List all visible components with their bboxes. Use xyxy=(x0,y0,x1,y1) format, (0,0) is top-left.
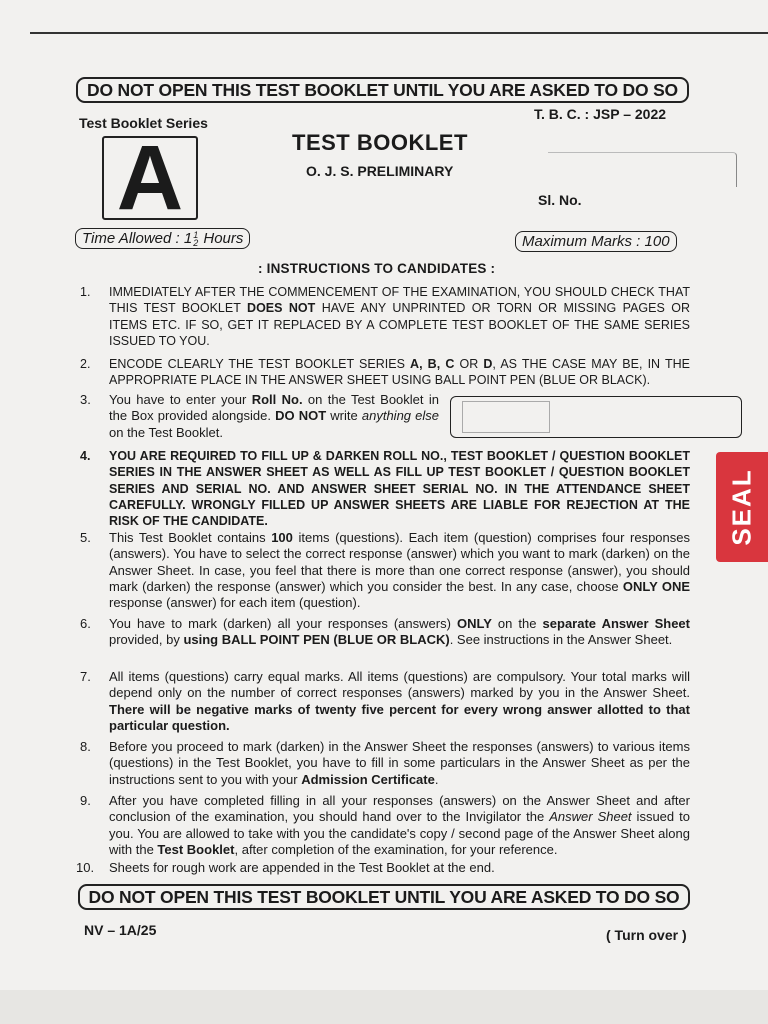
item-number: 10. xyxy=(76,860,95,875)
series-letter-box: A xyxy=(102,136,198,220)
turn-over-note: ( Turn over ) xyxy=(606,927,687,943)
series-label: Test Booklet Series xyxy=(79,115,208,131)
exam-subtitle: O. J. S. PRELIMINARY xyxy=(306,163,454,179)
item-number: 9. xyxy=(80,793,91,808)
item-text: You have to enter your Roll No. on the Test Booklet in the Box provided alongside. DO NOT write anything else on the Test Booklet. xyxy=(109,392,439,440)
time-allowed-prefix: Time Allowed : 1 xyxy=(82,230,193,247)
roll-number-entry[interactable] xyxy=(462,401,550,433)
tbc-code: T. B. C. : JSP – 2022 xyxy=(534,106,667,122)
item-text: Before you proceed to mark (darken) in the Answer Sheet the responses (answers) to various items (questions) in the Test Booklet, you have to fill in some particulars in the Answer Sheet as per the instructions sent to you with your Admission Certificate. xyxy=(109,739,690,787)
top-rule xyxy=(30,32,768,34)
serial-number-box[interactable] xyxy=(548,152,737,187)
booklet-title: TEST BOOKLET xyxy=(292,130,468,155)
item-text: ENCODE CLEARLY THE TEST BOOKLET SERIES A, B, C OR D, AS THE CASE MAY BE, IN THE APPROPRIATE PLACE IN THE ANSWER SHEET USING BALL POINT PEN (BLUE OR BLACK). xyxy=(109,357,690,388)
item-text: Sheets for rough work are appended in the Test Booklet at the end. xyxy=(109,860,495,875)
seal-tab xyxy=(716,452,768,562)
page-bottom-edge xyxy=(0,990,768,1024)
item-text: This Test Booklet contains 100 items (questions). Each item (question) comprises four responses (answers). You have to select the correct response (answer) which you want to mark (darken) on the Answer Sheet. In case, you feel that there is more than one correct response (answer), you should mark (darken) the response (answer) which you consider the best. In any case, choose ONLY ONE response (answer) for each item (question). xyxy=(109,530,691,611)
booklet-code: NV – 1A/25 xyxy=(84,922,157,938)
fraction-denominator: 2 xyxy=(193,238,199,249)
item-text: After you have completed filling in all your responses (answers) on the Answer Sheet and after conclusion of the examination, you should hand over to the Invigilator the Answer Sheet issued to you. You are allowed to take with you the candidate's copy / second page of the Answer Sheet along with the Test Booklet, after completion of the examination, for your reference. xyxy=(109,793,690,857)
item-number: 2. xyxy=(80,357,91,371)
time-fraction xyxy=(193,231,198,247)
item-text: All items (questions) carry equal marks. All items (questions) are compulsory. Your total marks will depend only on the number of correct responses (answers) marked by you in the Answer Sheet. There will be negative marks of twenty five percent for every wrong answer allotted to that particular question. xyxy=(109,669,690,733)
item-number: 3. xyxy=(80,392,91,407)
item-text: IMMEDIATELY AFTER THE COMMENCEMENT OF THE EXAMINATION, YOU SHOULD CHECK THAT THIS TEST BOOKLET DOES NOT HAVE ANY UNPRINTED OR TORN OR MISSING PAGES OR ITEMS ETC. IF SO, GET IT REPLACED BY A COMPLETE TEST BOOKLET OF THE SAME SERIES ISSUED TO YOU. xyxy=(109,285,690,348)
item-number: 8. xyxy=(80,739,91,754)
item-number: 5. xyxy=(80,530,91,545)
item-text: YOU ARE REQUIRED TO FILL UP & DARKEN ROLL NO., TEST BOOKLET / QUESTION BOOKLET SERIES IN THE ANSWER SHEET AS WELL AS FILL UP TEST BOOKLET / QUESTION BOOKLET SERIES AND SERIAL NO. AND ANSWER SHEET SERIAL NO. IN THE ATTENDANCE SHEET CAREFULLY. WRONGLY FILLED UP ANSWER SHEETS ARE LIABLE FOR REJECTION AT THE RISK OF THE CANDIDATE. xyxy=(109,449,690,529)
time-allowed-suffix: Hours xyxy=(203,230,244,247)
seal-label: SEAL xyxy=(726,468,757,546)
warning-banner-top: DO NOT OPEN THIS TEST BOOKLET UNTIL YOU ARE ASKED TO DO SO xyxy=(76,77,689,103)
item-text: You have to mark (darken) all your responses (answers) ONLY on the separate Answer Sheet provided, by using BALL POINT PEN (BLUE OR BLACK). See instructions in the Answer Sheet. xyxy=(109,616,690,648)
fraction-numerator: 1 xyxy=(193,230,199,241)
instructions-heading: : INSTRUCTIONS TO CANDIDATES : xyxy=(258,261,496,276)
time-allowed xyxy=(75,228,250,249)
item-number: 7. xyxy=(80,669,91,684)
maximum-marks: Maximum Marks : 100 xyxy=(515,231,677,252)
item-number: 1. xyxy=(80,285,91,299)
item-number: 4. xyxy=(80,449,91,463)
item-number: 6. xyxy=(80,616,91,631)
warning-banner-bottom: DO NOT OPEN THIS TEST BOOKLET UNTIL YOU ARE ASKED TO DO SO xyxy=(78,884,690,910)
serial-number-label: Sl. No. xyxy=(538,192,582,208)
